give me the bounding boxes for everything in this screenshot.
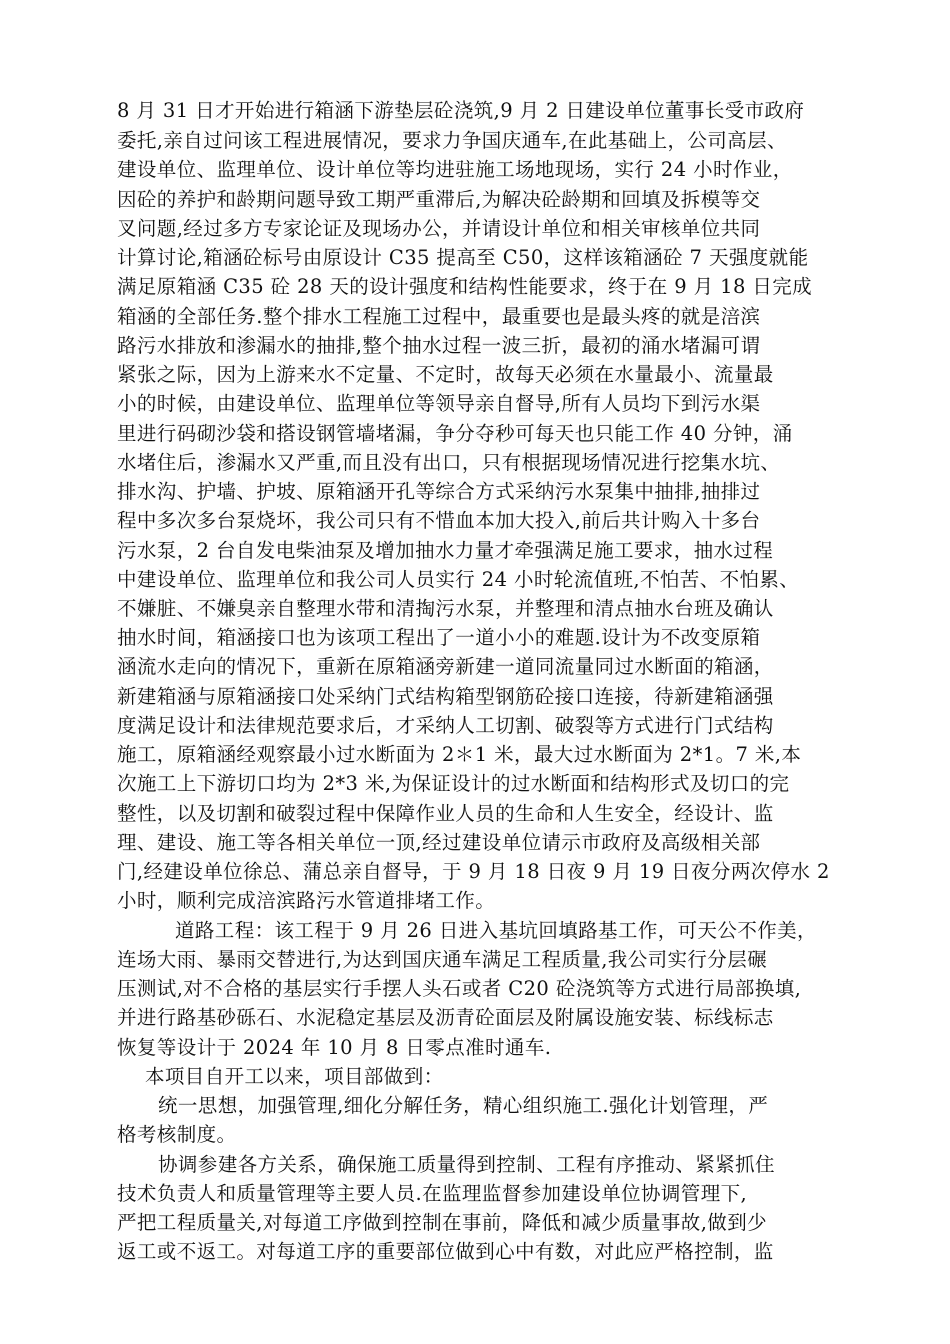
text-line: 次施工上下游切口均为 2*3 米,为保证设计的过水断面和结构形式及切口的完 (117, 772, 790, 795)
text-line: 压测试,对不合格的基层实行手摆人头石或者 C20 砼浇筑等方式进行局部换填, (117, 977, 802, 1000)
text-line: 路污水排放和渗漏水的抽排,整个抽水过程一波三折，最初的涌水堵漏可谓 (117, 334, 761, 357)
text-line: 箱涵的全部任务.整个排水工程施工过程中，最重要也是最头疼的就是涪滨 (117, 305, 761, 328)
text-line: 委托,亲自过问该工程进展情况，要求力争国庆通车,在此基础上，公司高层、 (117, 129, 787, 152)
text-line: 恢复等设计于 2024 年 10 月 8 日零点准时通车. (117, 1036, 552, 1059)
paragraph-coordinate-first-line: 协调参建各方关系，确保施工质量得到控制、工程有序推动、紧紧抓住 (158, 1153, 775, 1176)
text-line: 严把工程质量关,对每道工序做到控制在事前，降低和减少质量事故,做到少 (117, 1211, 767, 1234)
text-line: 新建箱涵与原箱涵接口处采纳门式结构箱型钢筋砼接口连接，待新建箱涵强 (117, 685, 774, 708)
text-line: 技术负责人和质量管理等主要人员.在监理监督参加建设单位协调管理下, (117, 1182, 748, 1205)
text-line: 紧张之际，因为上游来水不定量、不定时，故每天必须在水量最小、流量最 (117, 363, 774, 386)
text-line: 里进行码砌沙袋和搭设钢管墙堵漏，争分夺秒可每天也只能工作 40 分钟，涌 (117, 422, 793, 445)
text-line: 涵流水走向的情况下，重新在原箱涵旁新建一道同流量同过水断面的箱涵， (117, 655, 774, 678)
text-line: 抽水时间，箱涵接口也为该项工程出了一道小小的难题.设计为不改变原箱 (117, 626, 761, 649)
text-line: 并进行路基砂砾石、水泥稳定基层及沥青砼面层及附属设施安装、标线标志 (117, 1006, 774, 1029)
text-line: 连场大雨、暴雨交替进行,为达到国庆通车满足工程质量,我公司实行分层碾 (117, 948, 767, 971)
text-line: 格考核制度。 (117, 1123, 237, 1146)
text-line: 叉问题,经过多方专家论证及现场办公，并请设计单位和相关审核单位共同 (117, 217, 761, 240)
text-line: 不嫌脏、不嫌臭亲自整理水带和清掏污水泵，并整理和清点抽水台班及确认 (117, 597, 774, 620)
text-line: 满足原箱涵 C35 砼 28 天的设计强度和结构性能要求，终于在 9 月 18 日完成 (117, 275, 813, 298)
text-line: 门,经建设单位徐总、蒲总亲自督导，于 9 月 18 日夜 9 月 19 日夜分两次停水 2 (117, 860, 830, 883)
text-line: 施工，原箱涵经观察最小过水断面为 2＊1 米，最大过水断面为 2*1。7 米,本 (117, 743, 802, 766)
text-line: 度满足设计和法律规范要求后，才采纳人工切割、破裂等方式进行门式结构 (117, 714, 774, 737)
text-line: 水堵住后，渗漏水又严重,而且没有出口，只有根据现场情况进行挖集水坑、 (117, 451, 781, 474)
text-line: 理、建设、施工等各相关单位一顶,经过建设单位请示市政府及高级相关部 (117, 831, 761, 854)
text-line: 返工或不返工。对每道工序的重要部位做到心中有数，对此应严格控制，监 (117, 1240, 774, 1263)
text-line: 8 月 31 日才开始进行箱涵下游垫层砼浇筑,9 月 2 日建设单位董事长受市政府 (117, 99, 805, 122)
text-line: 小的时候，由建设单位、监理单位等领导亲自督导,所有人员均下到污水渠 (117, 392, 761, 415)
text-line: 建设单位、监理单位、设计单位等均进驻施工场地现场，实行 24 小时作业， (117, 158, 793, 181)
paragraph-road-first-line: 道路工程：该工程于 9 月 26 日进入基坑回填路基工作，可天公不作美， (175, 919, 817, 942)
paragraph-since-start: 本项目自开工以来，项目部做到： (145, 1065, 444, 1088)
text-line: 中建设单位、监理单位和我公司人员实行 24 小时轮流值班,不怕苦、不怕累、 (117, 568, 800, 591)
text-line: 程中多次多台泵烧坏，我公司只有不惜血本加大投入,前后共计购入十多台 (117, 509, 761, 532)
text-line: 整性，以及切割和破裂过程中保障作业人员的生命和人生安全，经设计、监 (117, 802, 774, 825)
text-line: 排水沟、护墙、护坡、原箱涵开孔等综合方式采纳污水泵集中抽排,抽排过 (117, 480, 761, 503)
text-line: 计算讨论,箱涵砼标号由原设计 C35 提高至 C50，这样该箱涵砼 7 天强度就能 (117, 246, 809, 269)
text-line: 小时，顺利完成涪滨路污水管道排堵工作。 (117, 889, 496, 912)
text-line: 因砼的养护和龄期问题导致工期严重滞后,为解决砼龄期和回填及拆模等交 (117, 188, 761, 211)
text-line: 污水泵，2 台自发电柴油泵及增加抽水力量才牵强满足施工要求，抽水过程 (117, 539, 774, 562)
paragraph-unify-first-line: 统一思想，加强管理,细化分解任务，精心组织施工.强化计划管理，严 (158, 1094, 769, 1117)
